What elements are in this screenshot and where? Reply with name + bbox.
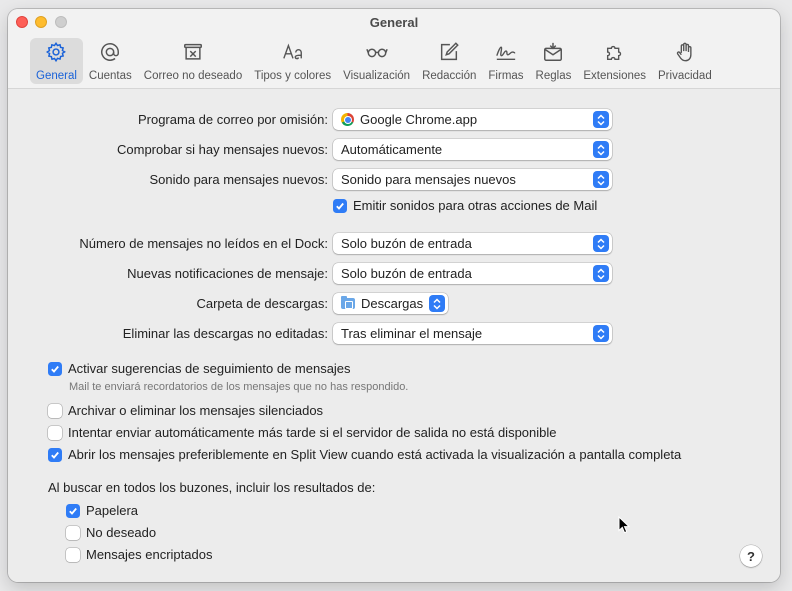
preferences-window bbox=[8, 9, 780, 582]
tab-label: Cuentas bbox=[88, 70, 132, 82]
tab-correo-no-deseado[interactable] bbox=[138, 38, 248, 84]
remove-downloads-value: Tras eliminar el mensaje bbox=[341, 326, 483, 341]
play-sounds-label: Emitir sonidos para otras acciones de Mail bbox=[353, 198, 598, 213]
play-sounds-checkbox[interactable] bbox=[333, 199, 347, 213]
notifications-popup[interactable] bbox=[333, 263, 612, 284]
search-trash-checkbox[interactable] bbox=[66, 504, 80, 518]
tab-tipos-y-colores[interactable] bbox=[248, 38, 337, 84]
tab-label: General bbox=[36, 70, 77, 82]
retry-send-checkbox[interactable] bbox=[48, 426, 62, 440]
chevron-updown-icon bbox=[593, 111, 609, 128]
downloads-folder-popup[interactable] bbox=[333, 293, 448, 314]
signature-icon bbox=[492, 40, 520, 64]
search-heading: Al buscar en todos los buzones, incluir los resultados de: bbox=[48, 480, 376, 495]
tab-extensiones[interactable] bbox=[577, 38, 652, 84]
follow-up-checkbox[interactable] bbox=[48, 362, 62, 376]
chevron-updown-icon bbox=[429, 295, 445, 312]
check-new-label: Comprobar si hay mensajes nuevos: bbox=[117, 142, 328, 157]
gear-icon bbox=[42, 40, 70, 64]
search-junk-label: No deseado bbox=[86, 525, 157, 540]
notifications-label: Nuevas notificaciones de mensaje: bbox=[127, 266, 328, 281]
chevron-updown-icon bbox=[593, 235, 609, 252]
preferences-toolbar bbox=[30, 38, 718, 84]
new-sound-value: Sonido para mensajes nuevos bbox=[341, 172, 516, 187]
retry-send-label: Intentar enviar automáticamente más tarde si el servidor de salida no está disponible bbox=[68, 425, 557, 440]
folder-icon bbox=[341, 298, 355, 309]
titlebar bbox=[8, 9, 780, 89]
tab-label: Tipos y colores bbox=[254, 70, 332, 82]
dock-unread-value: Solo buzón de entrada bbox=[341, 236, 472, 251]
tab-label: Correo no deseado bbox=[143, 70, 243, 82]
search-encrypted-label: Mensajes encriptados bbox=[86, 547, 213, 562]
window-title: General bbox=[369, 15, 419, 30]
default-mail-value: Google Chrome.app bbox=[360, 112, 478, 127]
rules-envelope-icon bbox=[539, 40, 567, 64]
chevron-updown-icon bbox=[593, 265, 609, 282]
downloads-folder-value: Descargas bbox=[361, 296, 424, 311]
junk-tray-icon bbox=[179, 40, 207, 64]
tab-visualizacion[interactable] bbox=[337, 38, 416, 84]
font-aa-icon bbox=[279, 40, 307, 64]
split-view-label: Abrir los mensajes preferiblemente en Split View cuando está activada la visualización a pantalla completa bbox=[68, 447, 682, 462]
follow-up-label: Activar sugerencias de seguimiento de mensajes bbox=[68, 361, 351, 376]
archive-muted-label: Archivar o eliminar los mensajes silenciados bbox=[68, 403, 324, 418]
chevron-updown-icon bbox=[593, 141, 609, 158]
archive-muted-checkbox[interactable] bbox=[48, 404, 62, 418]
hand-icon bbox=[671, 40, 699, 64]
search-encrypted-checkbox[interactable] bbox=[66, 548, 80, 562]
new-sound-popup[interactable] bbox=[333, 169, 612, 190]
dock-unread-popup[interactable] bbox=[333, 233, 612, 254]
chevron-updown-icon bbox=[593, 325, 609, 342]
downloads-folder-label: Carpeta de descargas: bbox=[196, 296, 328, 311]
help-button[interactable]: ? bbox=[740, 545, 762, 567]
tab-label: Redacción bbox=[422, 70, 477, 82]
general-pane bbox=[8, 90, 780, 582]
search-junk-checkbox[interactable] bbox=[66, 526, 80, 540]
check-new-value: Automáticamente bbox=[341, 142, 443, 157]
glasses-icon bbox=[363, 40, 391, 64]
follow-up-hint: Mail te enviará recordatorios de los mensajes que no has respondido. bbox=[69, 381, 409, 393]
new-sound-label: Sonido para mensajes nuevos: bbox=[149, 172, 328, 187]
tab-label: Reglas bbox=[535, 70, 572, 82]
mouse-pointer-icon bbox=[618, 516, 630, 534]
remove-downloads-label: Eliminar las descargas no editadas: bbox=[122, 326, 328, 341]
tab-firmas[interactable] bbox=[482, 38, 529, 84]
tab-privacidad[interactable] bbox=[652, 38, 718, 84]
at-sign-icon bbox=[96, 40, 124, 64]
tab-general[interactable] bbox=[30, 38, 83, 84]
check-new-popup[interactable] bbox=[333, 139, 612, 160]
chrome-icon bbox=[341, 113, 354, 126]
search-trash-label: Papelera bbox=[86, 503, 139, 518]
tab-label: Visualización bbox=[343, 70, 411, 82]
tab-cuentas[interactable] bbox=[83, 38, 138, 84]
remove-downloads-popup[interactable] bbox=[333, 323, 612, 344]
compose-icon bbox=[435, 40, 463, 64]
split-view-checkbox[interactable] bbox=[48, 448, 62, 462]
tab-label: Extensiones bbox=[583, 70, 647, 82]
tab-reglas[interactable] bbox=[530, 38, 578, 84]
default-mail-label: Programa de correo por omisión: bbox=[137, 112, 328, 127]
puzzle-icon bbox=[601, 40, 629, 64]
chevron-updown-icon bbox=[593, 171, 609, 188]
tab-redaccion[interactable] bbox=[416, 38, 482, 84]
tab-label: Firmas bbox=[488, 70, 524, 82]
dock-unread-label: Número de mensajes no leídos en el Dock: bbox=[79, 236, 328, 251]
tab-label: Privacidad bbox=[658, 70, 712, 82]
notifications-value: Solo buzón de entrada bbox=[341, 266, 472, 281]
default-mail-popup[interactable] bbox=[333, 109, 612, 130]
